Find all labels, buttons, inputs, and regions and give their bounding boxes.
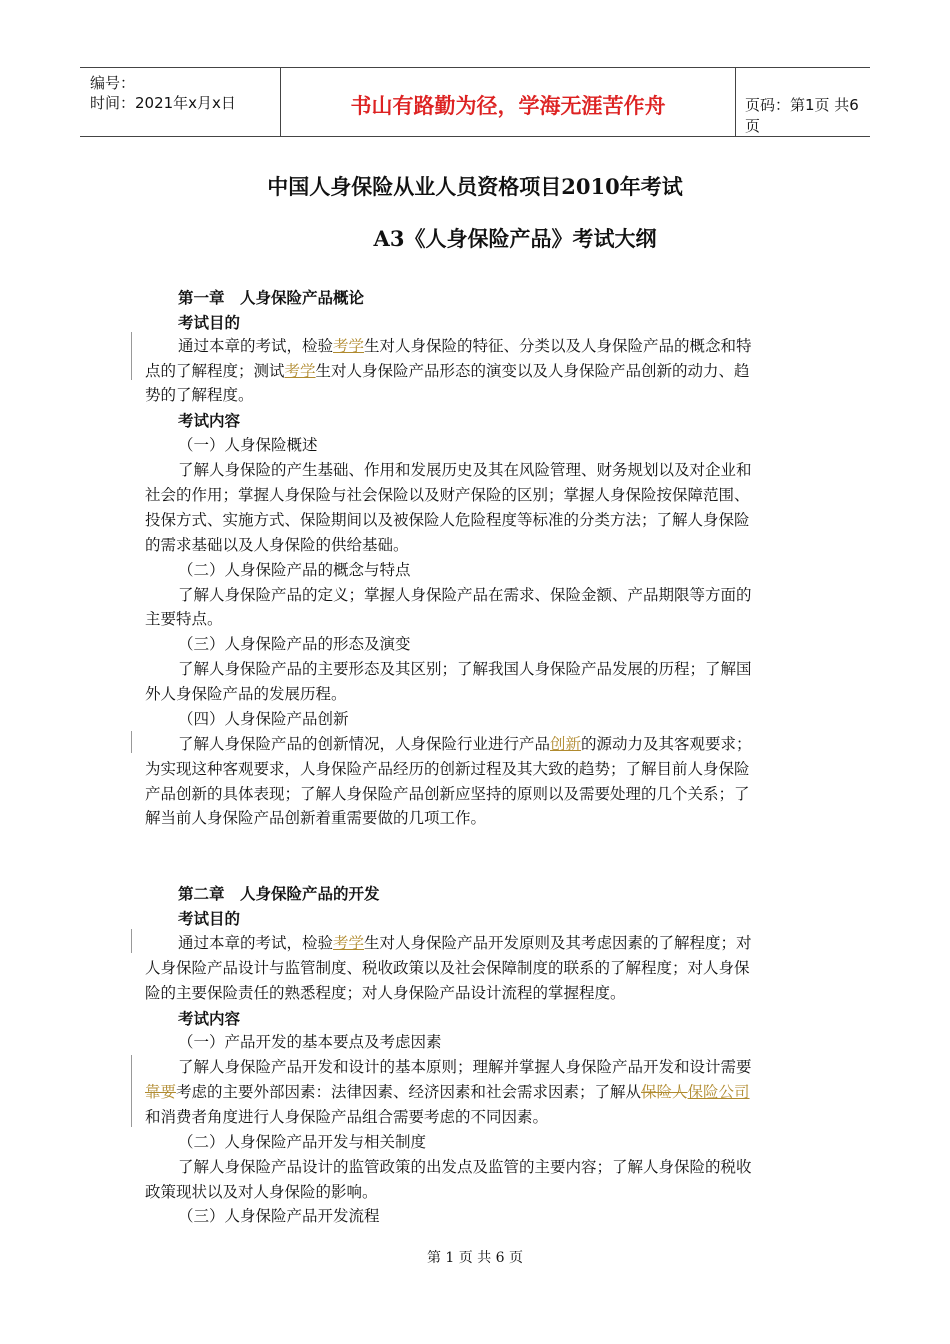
revision-bar [131, 731, 132, 753]
document-title: 中国人身保险从业人员资格项目2010年考试 [267, 174, 683, 199]
paragraph-line: 社会的作用；掌握人身保险与社会保险以及财产保险的区别；掌握人身保险按保障范围、 [145, 486, 750, 504]
header-page-cell [735, 68, 870, 136]
section-heading: （二）人身保险产品开发与相关制度 [178, 1133, 427, 1151]
header-motto-cell [280, 68, 736, 136]
revision-insert: 考学 [284, 362, 316, 380]
paragraph-line: 的需求基础以及人身保险的供给基础。 [145, 536, 409, 554]
motto-text: 书山有路勤为径，学海无涯苦作舟 [350, 94, 666, 118]
ch1-content-heading: 考试内容 [178, 411, 241, 430]
revision-insert: 保险公司 [687, 1083, 750, 1101]
paragraph-line: 通过本章的考试，检验考学生对人身保险产品开发原则及其考虑因素的了解程度；对 [178, 934, 752, 952]
section-heading: （一）人身保险概述 [178, 436, 318, 454]
paragraph-line: 靠要考虑的主要外部因素：法律因素、经济因素和社会需求因素；了解从保险人保险公司 [145, 1083, 750, 1101]
section-heading: （三）人身保险产品开发流程 [178, 1207, 380, 1225]
paragraph-line: 了解人身保险的产生基础、作用和发展历史及其在风险管理、财务规划以及对企业和 [178, 461, 752, 479]
paragraph-line: 了解人身保险产品设计的监管政策的出发点及监管的主要内容；了解人身保险的税收 [178, 1158, 752, 1176]
chapter-1-heading: 第一章 人身保险产品概论 [178, 288, 365, 307]
paragraph-line: 政策现状以及对人身保险的影响。 [145, 1183, 378, 1201]
revision-insert: 考学 [333, 337, 365, 355]
section-heading: （一）产品开发的基本要点及考虑因素 [178, 1033, 442, 1051]
paragraph-line: 险的主要保险责任的熟悉程度；对人身保险产品设计流程的掌握程度。 [145, 984, 626, 1002]
document-subtitle: A3《人身保险产品》考试大纲 [373, 226, 657, 251]
paragraph-line: 点的了解程度；测试考学生对人身保险产品形态的演变以及人身保险产品创新的动力、趋 [145, 362, 750, 380]
document-header [80, 67, 870, 137]
ch2-content-heading: 考试内容 [178, 1009, 241, 1028]
revision-delete: 靠要 [145, 1083, 177, 1101]
number-label: 编号： [90, 74, 136, 92]
revision-insert: 考学 [333, 934, 365, 952]
paragraph-line: 人身保险产品设计与监管制度、税收政策以及社会保障制度的联系的了解程度；对人身保 [145, 959, 750, 977]
header-left-cell [80, 68, 280, 136]
paragraph-line: 了解人身保险产品的定义；掌握人身保险产品在需求、保险金额、产品期限等方面的 [178, 586, 752, 604]
section-heading: （三）人身保险产品的形态及演变 [178, 635, 411, 653]
paragraph-line: 和消费者角度进行人身保险产品组合需要考虑的不同因素。 [145, 1108, 549, 1126]
time-label: 时间：2021年x月x日 [90, 94, 236, 112]
revision-delete: 保险人 [641, 1083, 688, 1101]
revision-bar [131, 1055, 132, 1127]
page-footer: 第 1 页 共 6 页 [426, 1250, 524, 1266]
paragraph-line: 产品创新的具体表现；了解人身保险产品创新应坚持的原则以及需要处理的几个关系；了 [145, 785, 750, 803]
paragraph-line: 通过本章的考试，检验考学生对人身保险的特征、分类以及人身保险产品的概念和特 [178, 337, 752, 355]
ch1-purpose-heading: 考试目的 [178, 313, 241, 332]
chapter-2-heading: 第二章 人身保险产品的开发 [178, 884, 380, 903]
paragraph-line: 外人身保险产品的发展历程。 [145, 685, 347, 703]
section-heading: （四）人身保险产品创新 [178, 710, 349, 728]
paragraph-line: 势的了解程度。 [145, 386, 254, 404]
ch2-purpose-heading: 考试目的 [178, 909, 241, 928]
paragraph-line: 了解人身保险产品的创新情况，人身保险行业进行产品创新的源动力及其客观要求； [178, 735, 752, 753]
paragraph-line: 投保方式、实施方式、保险期间以及被保险人危险程度等标准的分类方法；了解人身保险 [145, 511, 750, 529]
revision-bar [131, 929, 132, 953]
paragraph-line: 主要特点。 [145, 610, 223, 628]
paragraph-line: 了解人身保险产品的主要形态及其区别；了解我国人身保险产品发展的历程；了解国 [178, 660, 752, 678]
page-label: 页码：第1页 共6页 [745, 96, 859, 135]
section-heading: （二）人身保险产品的概念与特点 [178, 561, 411, 579]
paragraph-line: 解当前人身保险产品创新着重需要做的几项工作。 [145, 809, 487, 827]
paragraph-line: 为实现这种客观要求，人身保险产品经历的创新过程及其大致的趋势；了解目前人身保险 [145, 760, 750, 778]
revision-bar [131, 332, 132, 380]
revision-insert: 创新 [550, 735, 582, 753]
paragraph-line: 了解人身保险产品开发和设计的基本原则；理解并掌握人身保险产品开发和设计需要 [178, 1058, 752, 1076]
